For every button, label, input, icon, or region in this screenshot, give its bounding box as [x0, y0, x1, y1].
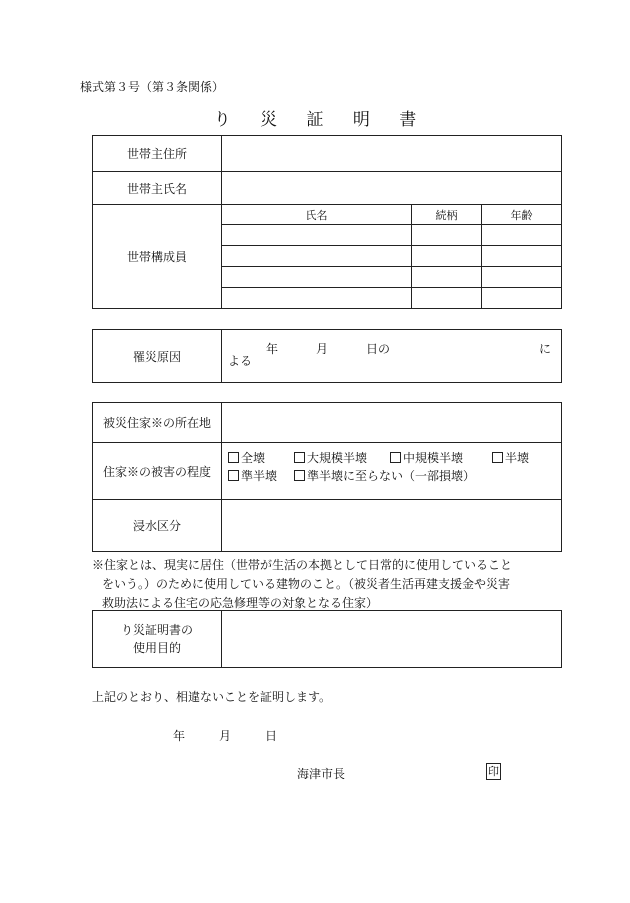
checkbox-icon: [390, 452, 401, 463]
option-half[interactable]: 半壊: [492, 449, 529, 467]
member-name-cell[interactable]: [222, 288, 412, 309]
damage-degree-label: 住家※の被害の程度: [93, 443, 222, 500]
cause-label: 罹災原因: [93, 330, 222, 383]
col-age-header: 年齢: [482, 205, 562, 225]
cause-field[interactable]: [222, 330, 562, 383]
household-address-label: 世帯主住所: [93, 136, 222, 172]
member-age-cell[interactable]: [482, 225, 562, 246]
checkbox-icon: [294, 470, 305, 481]
cause-ni-text: に: [539, 342, 552, 356]
member-relation-cell[interactable]: [412, 225, 482, 246]
form-number: 様式第３号（第３条関係）: [80, 80, 225, 94]
col-name-header: 氏名: [222, 205, 412, 225]
member-name-cell[interactable]: [222, 225, 412, 246]
mayor-title: 海津市長: [297, 767, 346, 781]
date-day: 日: [265, 729, 278, 743]
member-name-cell[interactable]: [222, 246, 412, 267]
member-age-cell[interactable]: [482, 288, 562, 309]
certification-date: [173, 727, 311, 744]
col-relation-header: 続柄: [412, 205, 482, 225]
flood-field[interactable]: [222, 500, 562, 552]
cause-month-text: 月: [316, 342, 329, 356]
cause-year-text: 年: [266, 342, 279, 356]
member-age-cell[interactable]: [482, 267, 562, 288]
damage-location-label: 被災住家※の所在地: [93, 403, 222, 443]
option-full-destruction[interactable]: 全壊: [228, 449, 286, 467]
option-partial[interactable]: 準半壊に至らない（一部損壊）: [294, 467, 475, 485]
household-table: [92, 135, 562, 309]
certification-text: 上記のとおり、相違ないことを証明します。: [92, 690, 332, 704]
member-age-cell[interactable]: [482, 246, 562, 267]
damage-degree-options: [222, 443, 562, 500]
checkbox-icon: [228, 452, 239, 463]
checkbox-icon: [294, 452, 305, 463]
checkbox-icon: [228, 470, 239, 481]
date-month: 月: [219, 729, 232, 743]
document-title: り 災 証 明 書: [213, 110, 429, 130]
member-relation-cell[interactable]: [412, 246, 482, 267]
footnote: ※住家とは、現実に居住（世帯が生活の本拠として日常的に使用していること をいう。）のために使用している建物のこと。（被災者生活再建支援金や災害 救助法による住宅の応急修理等の対象となる住家）: [92, 558, 513, 610]
household-name-label: 世帯主氏名: [93, 172, 222, 205]
date-year: 年: [173, 729, 186, 743]
option-large-half[interactable]: 大規模半壊: [294, 449, 382, 467]
option-semi-half[interactable]: 準半壊: [228, 467, 286, 485]
member-name-cell[interactable]: [222, 267, 412, 288]
cause-table: [92, 329, 562, 383]
cause-yoru-text: よる: [228, 354, 253, 368]
option-mid-half[interactable]: 中規模半壊: [390, 449, 484, 467]
household-name-field[interactable]: [222, 172, 562, 205]
purpose-label: り災証明書の 使用目的: [93, 611, 222, 668]
member-relation-cell[interactable]: [412, 288, 482, 309]
damage-location-field[interactable]: [222, 403, 562, 443]
damage-table: [92, 402, 562, 552]
seal-mark: 印: [488, 765, 499, 778]
flood-label: 浸水区分: [93, 500, 222, 552]
purpose-field[interactable]: [222, 611, 562, 668]
member-relation-cell[interactable]: [412, 267, 482, 288]
purpose-table: [92, 610, 562, 668]
cause-day-text: 日の: [366, 342, 391, 356]
household-members-label: 世帯構成員: [93, 205, 222, 309]
checkbox-icon: [492, 452, 503, 463]
household-address-field[interactable]: [222, 136, 562, 172]
